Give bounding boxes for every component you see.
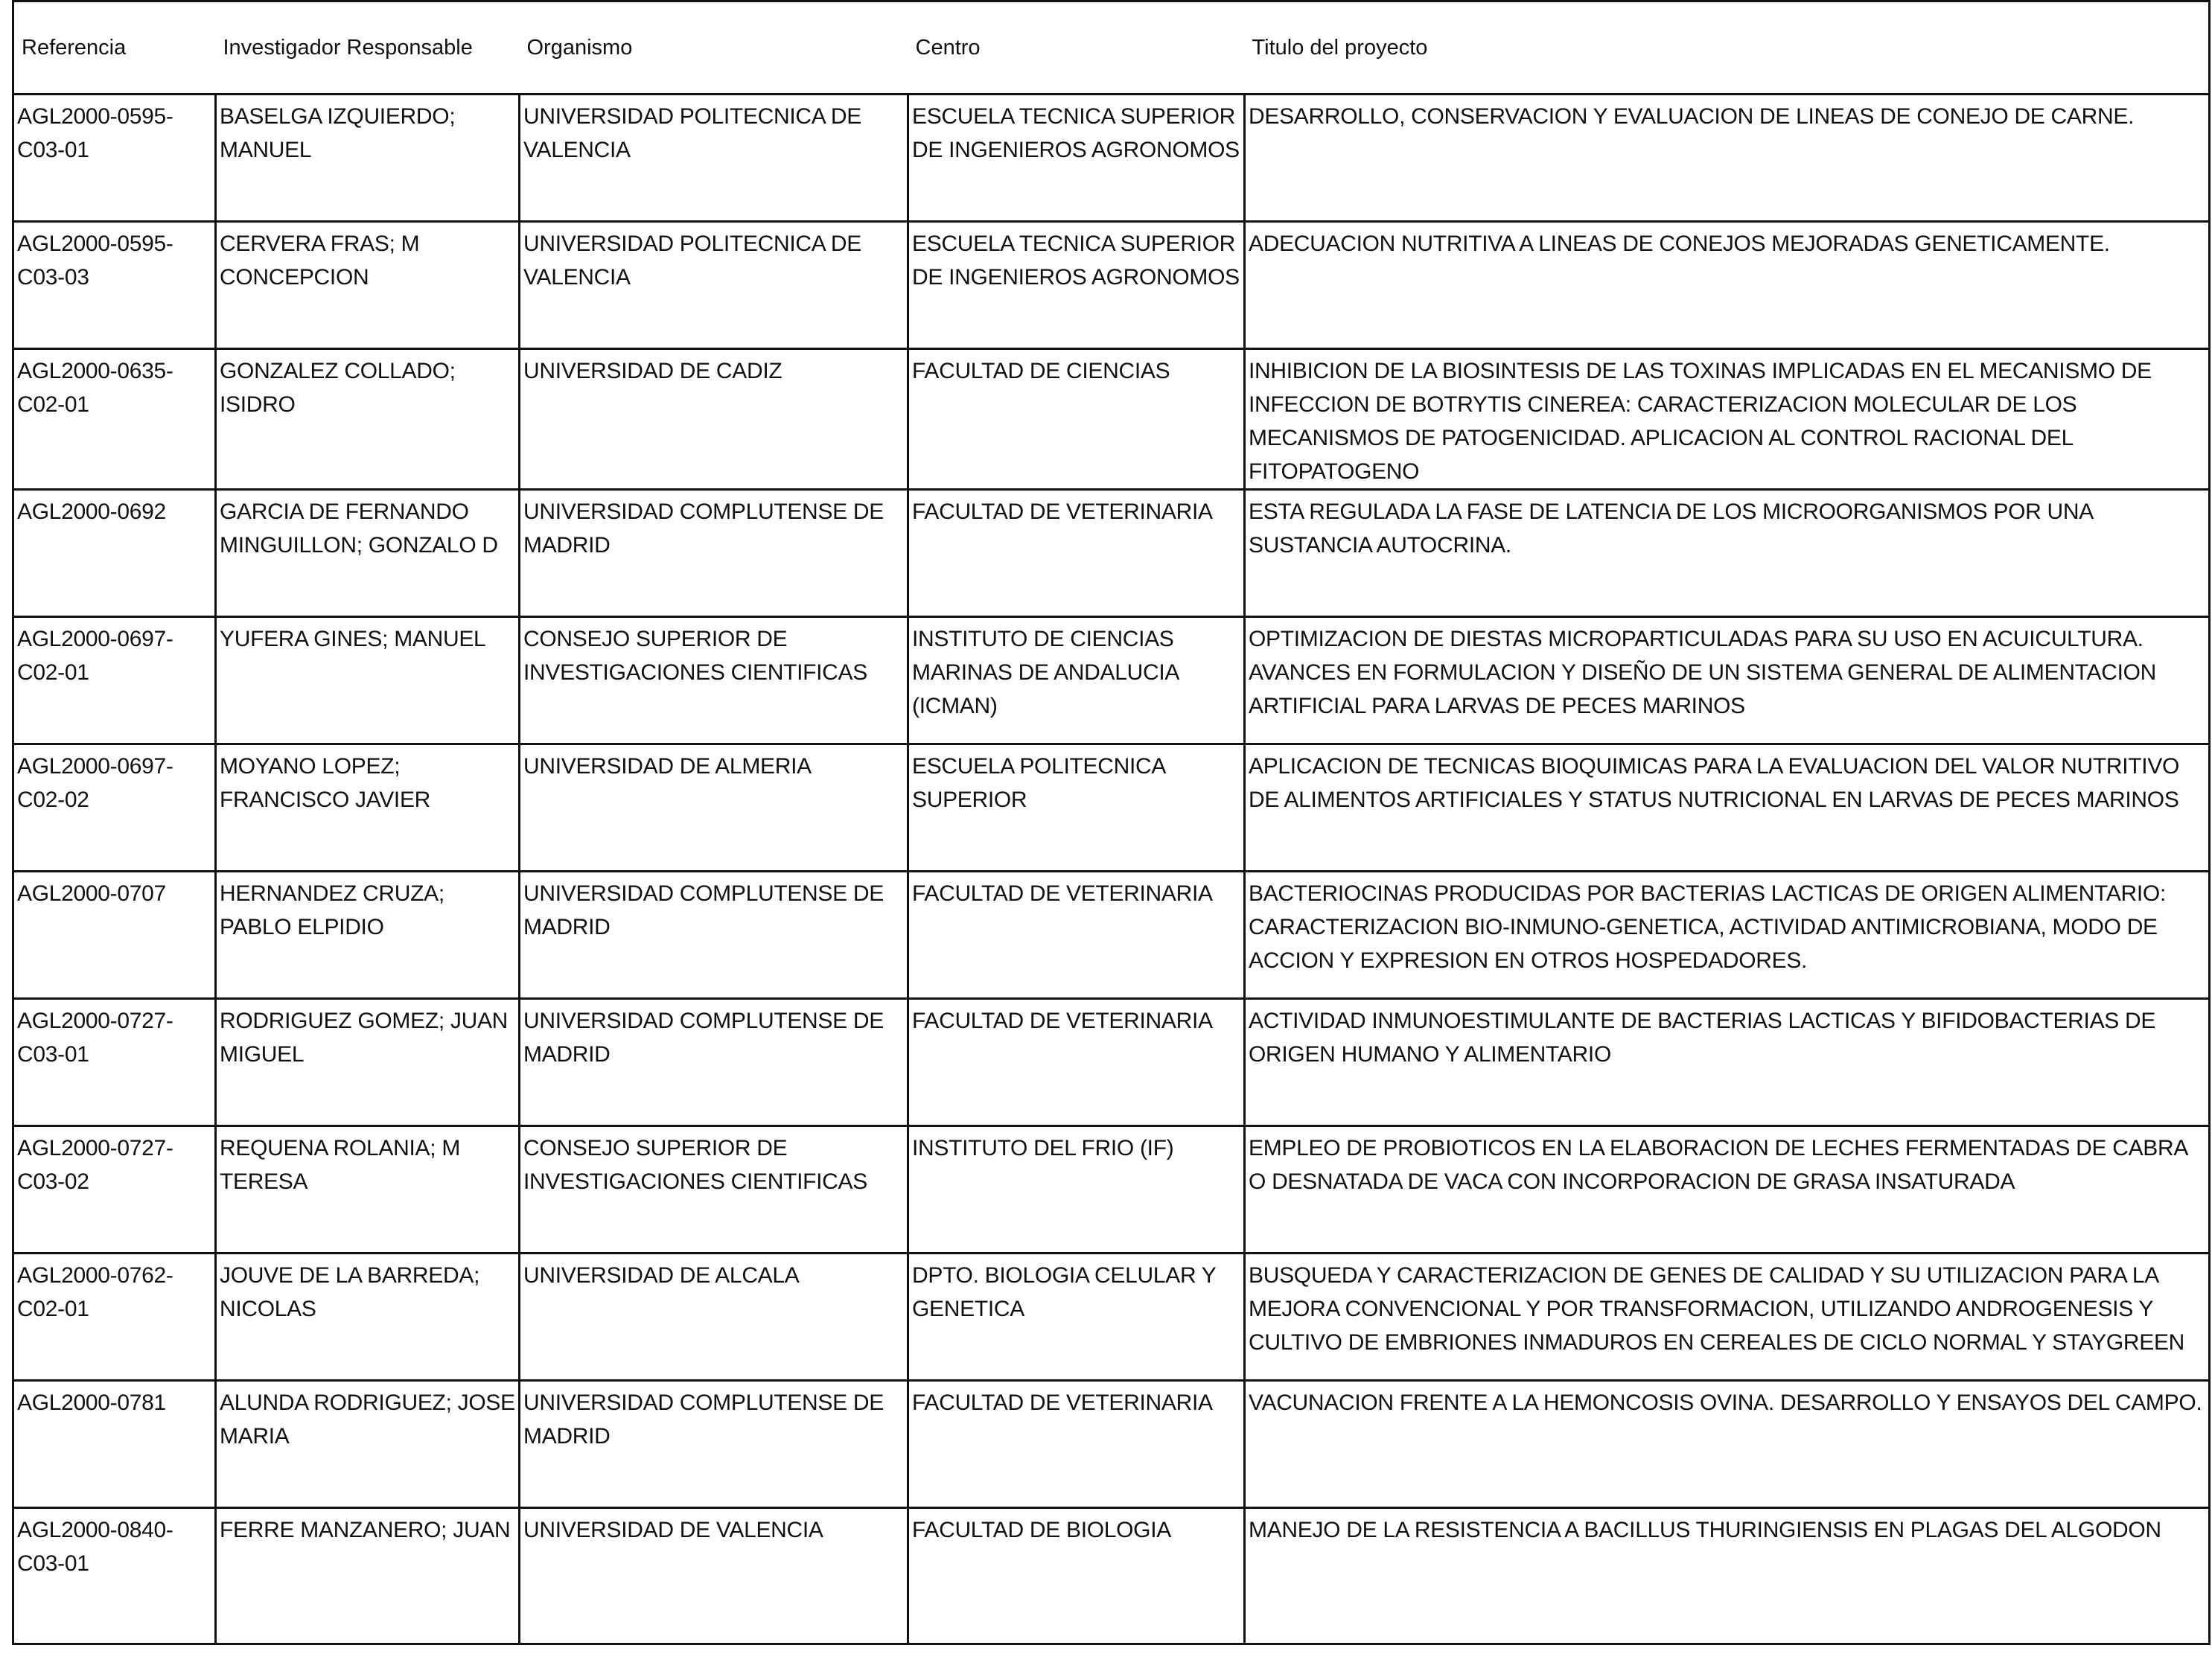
table-row — [13, 222, 2210, 349]
cell-titulo: BUSQUEDA Y CARACTERIZACION DE GENES DE CALIDAD Y SU UTILIZACION PARA LA MEJORA CONVENCIONAL Y POR TRANSFORMACION, UTILIZANDO ANDROGENESIS Y CULTIVO DE EMBRIONES INMADUROS EN CEREALES DE CICLO NORMAL Y STAYGREEN — [1245, 1254, 2210, 1381]
cell-investigador: GONZALEZ COLLADO; ISIDRO — [216, 349, 520, 490]
table-row — [13, 999, 2210, 1126]
header-investigador: Investigador Responsable — [216, 1, 520, 95]
cell-centro: ESCUELA POLITECNICA SUPERIOR — [908, 744, 1245, 872]
cell-investigador: REQUENA ROLANIA; M TERESA — [216, 1126, 520, 1254]
header-row — [13, 1, 2210, 95]
cell-referencia: AGL2000-0635-C02-01 — [13, 349, 216, 490]
cell-referencia: AGL2000-0840-C03-01 — [13, 1508, 216, 1644]
cell-organismo: UNIVERSIDAD DE CADIZ — [520, 349, 908, 490]
cell-centro: FACULTAD DE VETERINARIA — [908, 999, 1245, 1126]
table-row — [13, 1126, 2210, 1254]
table-row — [13, 490, 2210, 617]
cell-titulo: DESARROLLO, CONSERVACION Y EVALUACION DE LINEAS DE CONEJO DE CARNE. — [1245, 95, 2210, 222]
cell-titulo: MANEJO DE LA RESISTENCIA A BACILLUS THURINGIENSIS EN PLAGAS DEL ALGODON — [1245, 1508, 2210, 1644]
header-centro: Centro — [908, 1, 1245, 95]
table-body — [13, 95, 2210, 1644]
cell-referencia: AGL2000-0781 — [13, 1381, 216, 1508]
cell-titulo: APLICACION DE TECNICAS BIOQUIMICAS PARA LA EVALUACION DEL VALOR NUTRITIVO DE ALIMENTOS ARTIFICIALES Y STATUS NUTRICIONAL EN LARVAS DE PECES MARINOS — [1245, 744, 2210, 872]
cell-titulo: BACTERIOCINAS PRODUCIDAS POR BACTERIAS LACTICAS DE ORIGEN ALIMENTARIO: CARACTERIZACION BIO-INMUNO-GENETICA, ACTIVIDAD ANTIMICROBIANA, MODO DE ACCION Y EXPRESION EN OTROS HOSPEDADORES. — [1245, 872, 2210, 999]
cell-referencia: AGL2000-0595-C03-03 — [13, 222, 216, 349]
cell-organismo: CONSEJO SUPERIOR DE INVESTIGACIONES CIENTIFICAS — [520, 617, 908, 744]
header-organismo: Organismo — [520, 1, 908, 95]
cell-titulo: ACTIVIDAD INMUNOESTIMULANTE DE BACTERIAS LACTICAS Y BIFIDOBACTERIAS DE ORIGEN HUMANO Y ALIMENTARIO — [1245, 999, 2210, 1126]
cell-centro: DPTO. BIOLOGIA CELULAR Y GENETICA — [908, 1254, 1245, 1381]
cell-centro: INSTITUTO DE CIENCIAS MARINAS DE ANDALUCIA (ICMAN) — [908, 617, 1245, 744]
cell-titulo: OPTIMIZACION DE DIESTAS MICROPARTICULADAS PARA SU USO EN ACUICULTURA. AVANCES EN FORMULACION Y DISEÑO DE UN SISTEMA GENERAL DE ALIMENTACION ARTIFICIAL PARA LARVAS DE PECES MARINOS — [1245, 617, 2210, 744]
header-referencia: Referencia — [13, 1, 216, 95]
cell-referencia: AGL2000-0707 — [13, 872, 216, 999]
cell-organismo: CONSEJO SUPERIOR DE INVESTIGACIONES CIENTIFICAS — [520, 1126, 908, 1254]
table-row — [13, 617, 2210, 744]
table-row — [13, 95, 2210, 222]
cell-referencia: AGL2000-0697-C02-01 — [13, 617, 216, 744]
cell-centro: ESCUELA TECNICA SUPERIOR DE INGENIEROS AGRONOMOS — [908, 95, 1245, 222]
cell-centro: FACULTAD DE VETERINARIA — [908, 490, 1245, 617]
cell-centro: INSTITUTO DEL FRIO (IF) — [908, 1126, 1245, 1254]
cell-organismo: UNIVERSIDAD POLITECNICA DE VALENCIA — [520, 222, 908, 349]
cell-titulo: ADECUACION NUTRITIVA A LINEAS DE CONEJOS MEJORADAS GENETICAMENTE. — [1245, 222, 2210, 349]
cell-organismo: UNIVERSIDAD POLITECNICA DE VALENCIA — [520, 95, 908, 222]
cell-centro: FACULTAD DE VETERINARIA — [908, 1381, 1245, 1508]
cell-investigador: ALUNDA RODRIGUEZ; JOSE MARIA — [216, 1381, 520, 1508]
cell-referencia: AGL2000-0692 — [13, 490, 216, 617]
cell-organismo: UNIVERSIDAD COMPLUTENSE DE MADRID — [520, 490, 908, 617]
projects-table — [12, 0, 2211, 1645]
cell-centro: FACULTAD DE VETERINARIA — [908, 872, 1245, 999]
cell-investigador: YUFERA GINES; MANUEL — [216, 617, 520, 744]
cell-referencia: AGL2000-0727-C03-02 — [13, 1126, 216, 1254]
cell-investigador: CERVERA FRAS; M CONCEPCION — [216, 222, 520, 349]
cell-investigador: RODRIGUEZ GOMEZ; JUAN MIGUEL — [216, 999, 520, 1126]
cell-investigador: GARCIA DE FERNANDO MINGUILLON; GONZALO D — [216, 490, 520, 617]
cell-organismo: UNIVERSIDAD COMPLUTENSE DE MADRID — [520, 999, 908, 1126]
cell-titulo: ESTA REGULADA LA FASE DE LATENCIA DE LOS MICROORGANISMOS POR UNA SUSTANCIA AUTOCRINA. — [1245, 490, 2210, 617]
cell-investigador: HERNANDEZ CRUZA; PABLO ELPIDIO — [216, 872, 520, 999]
cell-titulo: VACUNACION FRENTE A LA HEMONCOSIS OVINA. DESARROLLO Y ENSAYOS DEL CAMPO. — [1245, 1381, 2210, 1508]
cell-referencia: AGL2000-0762-C02-01 — [13, 1254, 216, 1381]
cell-organismo: UNIVERSIDAD DE VALENCIA — [520, 1508, 908, 1644]
cell-referencia: AGL2000-0595-C03-01 — [13, 95, 216, 222]
table-header — [13, 1, 2210, 95]
cell-investigador: BASELGA IZQUIERDO; MANUEL — [216, 95, 520, 222]
cell-centro: FACULTAD DE CIENCIAS — [908, 349, 1245, 490]
table-row — [13, 1508, 2210, 1644]
cell-organismo: UNIVERSIDAD COMPLUTENSE DE MADRID — [520, 872, 908, 999]
cell-titulo: EMPLEO DE PROBIOTICOS EN LA ELABORACION DE LECHES FERMENTADAS DE CABRA O DESNATADA DE VACA CON INCORPORACION DE GRASA INSATURADA — [1245, 1126, 2210, 1254]
cell-investigador: MOYANO LOPEZ; FRANCISCO JAVIER — [216, 744, 520, 872]
cell-referencia: AGL2000-0727-C03-01 — [13, 999, 216, 1126]
table-row — [13, 744, 2210, 872]
table-row — [13, 1381, 2210, 1508]
cell-investigador: JOUVE DE LA BARREDA; NICOLAS — [216, 1254, 520, 1381]
cell-centro: ESCUELA TECNICA SUPERIOR DE INGENIEROS AGRONOMOS — [908, 222, 1245, 349]
cell-centro: FACULTAD DE BIOLOGIA — [908, 1508, 1245, 1644]
cell-organismo: UNIVERSIDAD COMPLUTENSE DE MADRID — [520, 1381, 908, 1508]
header-titulo: Titulo del proyecto — [1245, 1, 2210, 95]
cell-organismo: UNIVERSIDAD DE ALCALA — [520, 1254, 908, 1381]
table-row — [13, 349, 2210, 490]
cell-organismo: UNIVERSIDAD DE ALMERIA — [520, 744, 908, 872]
projects-sheet — [12, 0, 2212, 1654]
cell-investigador: FERRE MANZANERO; JUAN — [216, 1508, 520, 1644]
table-row — [13, 1254, 2210, 1381]
table-row — [13, 872, 2210, 999]
cell-referencia: AGL2000-0697-C02-02 — [13, 744, 216, 872]
cell-titulo: INHIBICION DE LA BIOSINTESIS DE LAS TOXINAS IMPLICADAS EN EL MECANISMO DE INFECCION DE BOTRYTIS CINEREA: CARACTERIZACION MOLECULAR DE LOS MECANISMOS DE PATOGENICIDAD. APLICACION AL CONTROL RACIONAL DEL FITOPATOGENO — [1245, 349, 2210, 490]
